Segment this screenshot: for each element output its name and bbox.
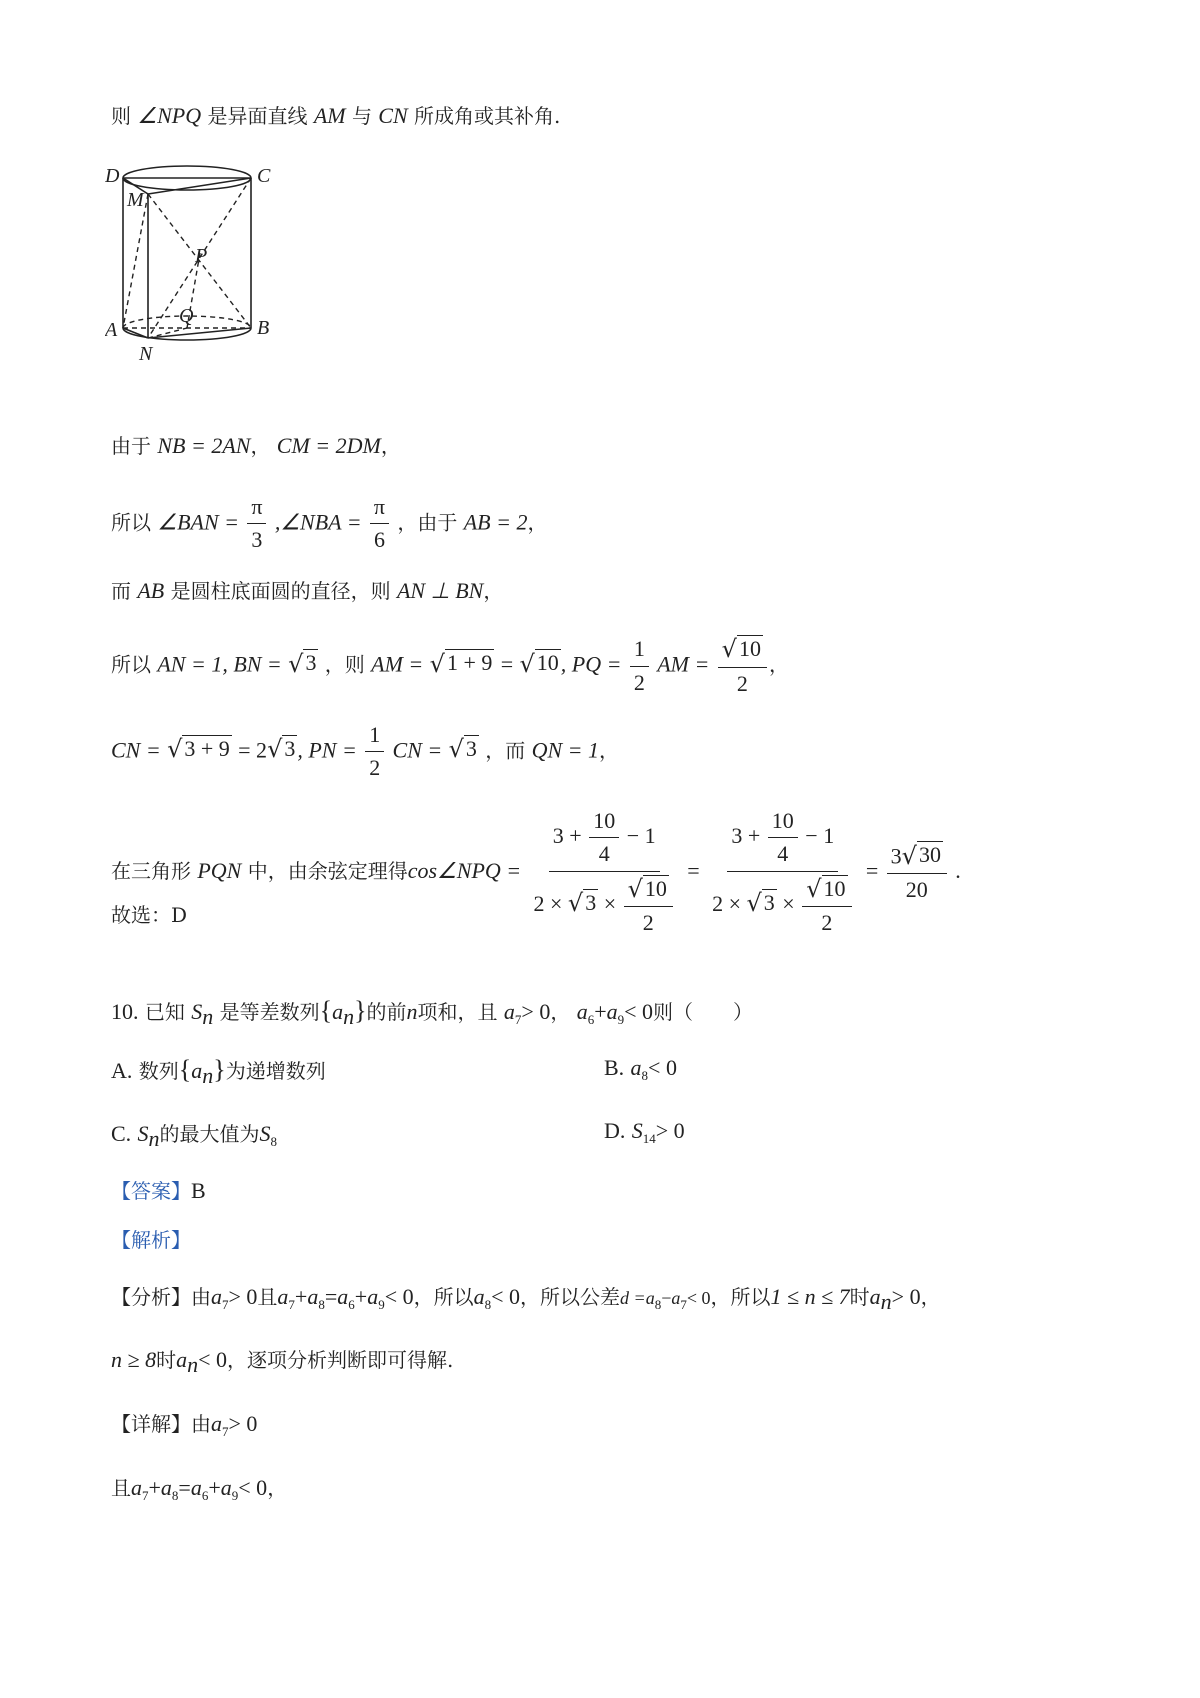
text: 是圆柱底面圆的直径，则 (170, 579, 391, 603)
label-A: A (105, 319, 118, 341)
math: a (190, 1475, 202, 1500)
text: 已知 (144, 1000, 185, 1024)
choice-line: 故选：D (111, 903, 188, 927)
den: 2 (821, 910, 833, 936)
text: ， (768, 652, 789, 677)
text: ， (267, 1476, 288, 1500)
den: 20 (905, 877, 928, 903)
text: 的最大值为 (159, 1122, 260, 1146)
math: > 0 (228, 1411, 258, 1436)
option-label: A. (111, 1058, 133, 1083)
math: AM = (657, 651, 710, 677)
analysis-tag: 【解析】 (111, 1228, 191, 1252)
label-Q: Q (179, 305, 194, 327)
question-10: 10. 已知 $S_n$ 是等差数列$\{a_n\}$的前n项和，且 $a_7> 0$， $a_6+a_9< 0$则（ ） (111, 996, 754, 1029)
s5-line (111, 722, 619, 782)
den: 3 (251, 527, 263, 553)
cylinder-figure (105, 160, 275, 370)
math: n ≥ 8 (111, 1347, 157, 1372)
num: 10 (589, 808, 619, 838)
math: a (277, 1284, 289, 1309)
math: + (294, 1284, 308, 1309)
math: CN = (392, 737, 443, 763)
math: < 0 (384, 1284, 414, 1309)
math: NB = 2AN (157, 433, 251, 458)
num: π (247, 494, 266, 524)
text: × (603, 890, 617, 916)
math: < 0 (491, 1284, 521, 1309)
text: ， (599, 738, 620, 763)
text: ，由于 (397, 510, 458, 535)
math: a (630, 1055, 642, 1080)
sqrt: √ 10 (721, 635, 761, 664)
den: 2 (369, 755, 381, 781)
text: ， (380, 434, 401, 458)
question-number: 10. (111, 999, 139, 1024)
math: S (631, 1118, 643, 1143)
math: a (606, 999, 618, 1024)
den: 2 (633, 669, 645, 695)
sub: n (343, 1004, 355, 1029)
xiangjie-line: 【详解】由$a_7> 0$ (111, 1411, 258, 1439)
math-cn: CN (378, 103, 408, 128)
math: < 0 (648, 1055, 677, 1080)
text: 则 (111, 104, 131, 128)
math: = (324, 1284, 338, 1309)
option-label: D. (604, 1118, 626, 1143)
math: 1 ≤ n ≤ 7 (770, 1284, 850, 1309)
text: ，而 (485, 738, 526, 763)
text: 时 (849, 1285, 870, 1309)
math: S (137, 1121, 149, 1146)
math: a (645, 1288, 655, 1308)
s4-line (111, 635, 789, 697)
math: ,∠NBA = (274, 509, 362, 535)
option-label: B. (604, 1055, 625, 1080)
text: ，所以 (710, 1285, 771, 1309)
math: > 0 (655, 1118, 685, 1143)
sqrt: √ 3 (267, 735, 296, 764)
num: 10 (768, 808, 798, 838)
text: 2 × (533, 890, 563, 916)
text: 2 × (712, 890, 741, 916)
den: 4 (777, 841, 789, 867)
sub: n (148, 1126, 160, 1151)
fenxi-line: 【分析】由$a_7> 0$且$a_7+a_8=a_6+a_9< 0$，所以$a_8< 0$，所以公差$d =a_8-a_7< 0$，所以1 ≤ n ≤ 7时$a_n> 0$， (111, 1284, 941, 1314)
radicand: 10 (823, 875, 846, 901)
text: 所以 (111, 510, 151, 535)
radicand: 3 + 9 (184, 736, 230, 762)
sub: 14 (642, 1131, 656, 1146)
text: 3 + (731, 822, 761, 848)
text: 由 (191, 1412, 211, 1436)
text: 3 + (552, 822, 582, 848)
radicand: 10 (536, 650, 559, 676)
text: 是等差数列 (219, 1000, 320, 1024)
fraction (247, 494, 266, 554)
math: ∠BAN = (157, 509, 239, 535)
fraction: √ 10 2 (802, 875, 851, 937)
math: , PQ = (560, 651, 622, 677)
text: 且 (111, 1476, 131, 1500)
math: a (367, 1284, 379, 1309)
sqrt: √ 3 (288, 649, 317, 678)
text: . (955, 857, 961, 883)
math: CM = 2DM (276, 433, 381, 458)
math: > 0 (521, 999, 551, 1024)
fraction (589, 808, 619, 868)
math: a (191, 1058, 203, 1083)
text: ，则 (324, 652, 365, 677)
text: 在三角形 (111, 858, 191, 883)
text: 与 (351, 104, 372, 128)
math: > 0 (228, 1284, 258, 1309)
math: , PN = (297, 737, 357, 763)
text: 则（ ） (653, 1000, 754, 1024)
option-D[interactable] (604, 1118, 685, 1147)
text: 项和，且 (417, 1000, 498, 1024)
radicand: 30 (918, 842, 941, 868)
sub: n (202, 1063, 214, 1088)
math: a (473, 1284, 485, 1309)
math: AN ⊥ BN (396, 578, 484, 603)
text: ，所以公差 (520, 1285, 621, 1309)
text: 所以 (111, 652, 151, 677)
math: a (332, 999, 344, 1024)
text: ， (527, 510, 548, 535)
sub: 9 (617, 1012, 625, 1027)
text: 3 (890, 843, 902, 869)
fraction (630, 636, 649, 696)
math: a (869, 1284, 881, 1309)
label-N: N (139, 343, 153, 365)
math: S (191, 999, 203, 1024)
sub: 8 (641, 1068, 649, 1083)
answer-tag: 【答案】 (111, 1179, 191, 1203)
math: a (160, 1475, 172, 1500)
answer-line (111, 1178, 206, 1204)
sqrt: √ 3 (746, 888, 775, 917)
math: a (671, 1288, 681, 1308)
radicand: 3 (585, 889, 597, 915)
text: 所成角或其补角. (414, 104, 561, 128)
math: a (131, 1475, 142, 1500)
last-line: 且$a_7+a_8=a_6+a_9< 0$， (111, 1475, 288, 1503)
text: 的前 (366, 1000, 407, 1024)
math: a (503, 999, 515, 1024)
s6-line (111, 808, 961, 937)
radicand: 10 (644, 875, 667, 901)
radicand: 1 + 9 (446, 650, 493, 676)
label-M: M (127, 189, 144, 211)
fraction: 3 √ 30 20 (887, 841, 947, 903)
text: 而 (111, 579, 131, 603)
math: + (148, 1475, 161, 1500)
big-fraction (708, 808, 857, 937)
math: a (307, 1284, 319, 1309)
text: 中，由余弦定理得 (247, 858, 408, 883)
math: = (687, 857, 700, 883)
text: ，所以 (413, 1285, 474, 1309)
math: AB (137, 578, 165, 603)
text: 由于 (111, 434, 151, 458)
math: < 0 (686, 1288, 711, 1308)
math: + (594, 999, 607, 1024)
sub: 7 (514, 1012, 522, 1027)
num: 1 (630, 636, 649, 666)
radicand: 3 (465, 736, 477, 762)
num: π (370, 494, 389, 524)
math: − (661, 1288, 672, 1308)
math: d = (620, 1288, 646, 1308)
math: = 2 (238, 737, 268, 763)
math: a (176, 1347, 188, 1372)
fraction (365, 722, 384, 782)
option-A[interactable]: A. 数列$\{a_n\}$为递增数列 (111, 1055, 326, 1088)
math: < 0 (624, 999, 654, 1024)
fraction (718, 635, 767, 697)
math: PQN (197, 857, 242, 883)
fenxi-line-2: n ≥ 8时$a_n< 0$，逐项分析判断即可得解. (111, 1347, 454, 1377)
text: ， (920, 1285, 941, 1309)
fenxi-tag: 【分析】 (111, 1285, 191, 1309)
math: = (500, 651, 514, 677)
math: AN = 1, BN = (157, 651, 282, 677)
den: 2 (642, 910, 654, 936)
text: 为递增数列 (225, 1059, 326, 1083)
fraction: √ 10 2 (624, 875, 673, 937)
label-C: C (257, 165, 271, 187)
sqrt: √ 3 + 9 (167, 735, 230, 764)
math-angle: ∠NPQ (137, 103, 202, 128)
text: 是异面直线 (207, 104, 308, 128)
math: S (259, 1121, 271, 1146)
sub: n (202, 1004, 214, 1029)
sqrt: √ 1 + 9 (429, 649, 493, 678)
text: 且 (257, 1285, 278, 1309)
math: QN = 1 (531, 737, 600, 763)
math: n (406, 999, 418, 1024)
text: ， (250, 434, 271, 458)
sub: 8 (270, 1134, 278, 1149)
option-C[interactable] (111, 1118, 277, 1152)
math: a (337, 1284, 349, 1309)
den: 4 (598, 841, 610, 867)
intro-line (111, 103, 560, 129)
text: ， (483, 579, 504, 603)
answer-value: B (191, 1178, 206, 1203)
math: + (354, 1284, 368, 1309)
den: 6 (373, 527, 385, 553)
math: + (208, 1475, 221, 1500)
sqrt: √ 3 (448, 735, 477, 764)
text: × (782, 890, 795, 916)
math: < 0 (198, 1347, 227, 1372)
text: 数列 (138, 1059, 179, 1083)
math: = (865, 857, 879, 883)
text: − 1 (626, 822, 656, 848)
text: 由 (191, 1285, 211, 1309)
math: > 0 (891, 1284, 921, 1309)
sqrt: √ 3 (567, 888, 597, 917)
den: 2 (736, 670, 748, 696)
num: 1 (365, 722, 384, 752)
option-label: C. (111, 1121, 132, 1146)
math: a (211, 1284, 222, 1309)
radicand: 3 (284, 736, 296, 762)
xiangjie-tag: 【详解】 (111, 1412, 191, 1436)
label-P: P (195, 245, 208, 267)
math: a (220, 1475, 232, 1500)
s1-line (111, 433, 401, 459)
math: AB = 2 (463, 509, 528, 535)
math: cos∠NPQ = (407, 857, 522, 883)
math: AM = (371, 651, 424, 677)
big-fraction (529, 808, 678, 937)
label-B: B (257, 317, 270, 339)
math: a (576, 999, 588, 1024)
sqrt: √ 10 (519, 649, 559, 678)
math: CN = (111, 737, 161, 763)
fraction (370, 494, 389, 554)
radicand: 10 (738, 636, 761, 661)
radicand: 3 (763, 889, 775, 915)
sub: 6 (587, 1012, 595, 1027)
text: − 1 (805, 822, 835, 848)
math: < 0 (238, 1475, 268, 1500)
text: ，逐项分析判断即可得解. (227, 1348, 454, 1372)
math: a (211, 1411, 222, 1436)
label-D: D (105, 165, 120, 187)
math-am: AM (313, 103, 346, 128)
fraction (768, 808, 798, 868)
radicand: 3 (305, 650, 317, 676)
option-B[interactable] (604, 1055, 677, 1084)
text: 时 (156, 1348, 177, 1372)
s2-line (111, 494, 547, 554)
s3-line (111, 578, 503, 604)
math: = (178, 1475, 191, 1500)
